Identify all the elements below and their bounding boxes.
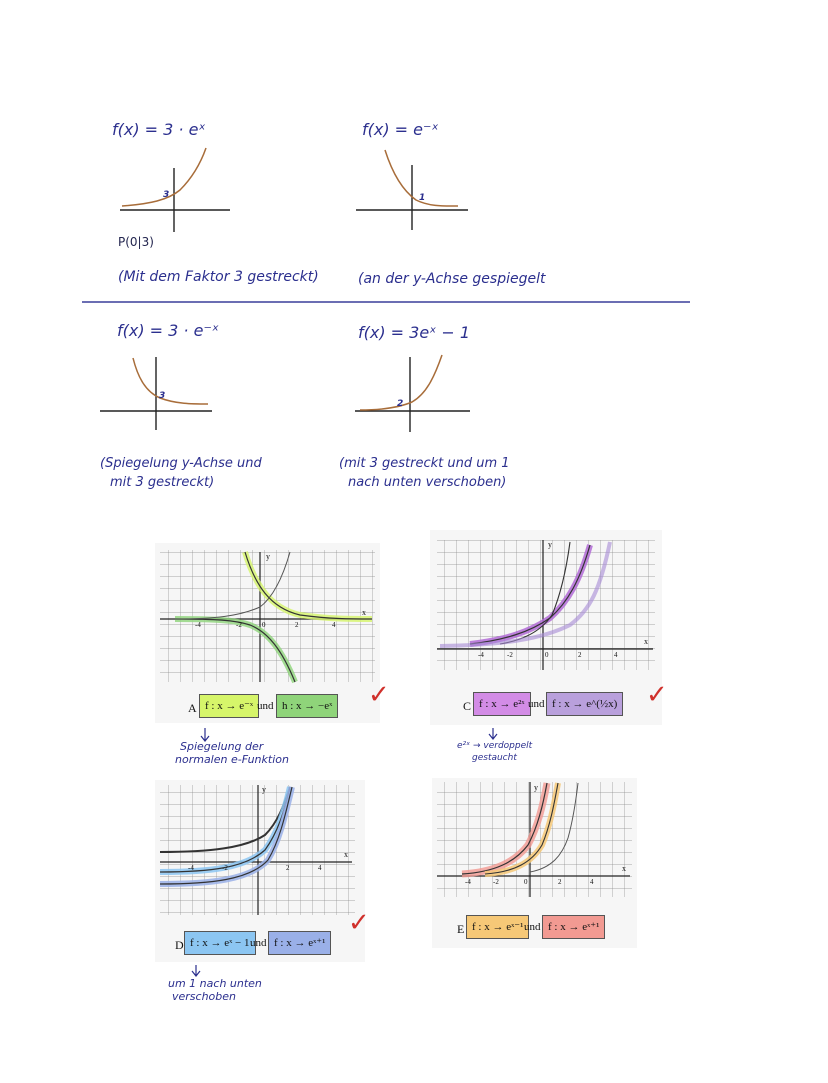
graph-b-value: 1 xyxy=(419,193,426,203)
note-c-line1: (Spiegelung y-Achse und xyxy=(100,456,262,471)
task-c-box1: f : x → e²ˣ xyxy=(473,692,531,716)
note-d-line1: (mit 3 gestreckt und um 1 xyxy=(339,456,510,471)
function-label-a: f(x) = 3 · eˣ xyxy=(112,120,206,139)
axis-d-x: x xyxy=(344,850,348,859)
task-d-note-line2: verschoben xyxy=(172,990,237,1003)
tick-e-0: 0 xyxy=(524,878,528,886)
tick-c-m4: -4 xyxy=(478,651,484,659)
tick-d-4: 4 xyxy=(318,864,322,872)
tick-a-2: 2 xyxy=(295,621,299,629)
tick-c-2: 2 xyxy=(578,651,582,659)
task-d-note-line1: um 1 nach unten xyxy=(168,977,262,990)
function-label-b: f(x) = e⁻ˣ xyxy=(362,120,439,139)
note-b: (an der y-Achse gespiegelt xyxy=(358,271,546,287)
task-c-note-line1: e²ˣ → verdoppelt xyxy=(457,741,533,751)
task-a-und: und xyxy=(257,700,274,712)
tick-a-m2: -2 xyxy=(236,621,242,629)
task-c-und: und xyxy=(528,698,545,710)
note-c-line2: mit 3 gestreckt) xyxy=(110,475,215,490)
task-a-box1: f : x → e⁻ˣ xyxy=(199,694,259,718)
task-c-note-line2: gestaucht xyxy=(472,753,517,763)
tick-c-m2: -2 xyxy=(507,651,513,659)
task-c-letter: C xyxy=(463,699,472,713)
function-label-d: f(x) = 3eˣ − 1 xyxy=(358,323,471,342)
task-a-check: ✓ xyxy=(368,680,390,710)
function-label-c: f(x) = 3 · e⁻ˣ xyxy=(117,321,219,340)
tick-d-2: 2 xyxy=(286,864,290,872)
tick-d-m2: -2 xyxy=(222,864,228,872)
graph-a-value: 3 xyxy=(163,190,170,200)
task-a-letter: A xyxy=(188,701,197,715)
task-a-box2: h : x → −eˣ xyxy=(276,694,338,718)
task-e-und: und xyxy=(524,921,541,933)
tick-e-4: 4 xyxy=(590,878,594,886)
task-d-letter: D xyxy=(175,938,184,952)
tick-a-4: 4 xyxy=(332,621,336,629)
graph-d-value: 2 xyxy=(397,399,404,409)
task-d-box1: f : x → eˣ − 1 xyxy=(184,931,256,955)
task-e-box2: f : x → eˣ⁺¹ xyxy=(542,915,605,939)
note-d-line2: nach unten verschoben) xyxy=(348,475,507,490)
tick-c-0: 0 xyxy=(545,651,549,659)
axis-e-x: x xyxy=(622,864,626,873)
task-c-check: ✓ xyxy=(646,680,668,710)
scan-a-graph xyxy=(160,550,375,682)
graph-c-value: 3 xyxy=(159,391,166,401)
tick-a-0: 0 xyxy=(262,621,266,629)
point-label: P(0|3) xyxy=(118,235,154,249)
axis-c-x: x xyxy=(644,637,648,646)
task-d-check: ✓ xyxy=(348,908,370,938)
tick-e-m4: -4 xyxy=(465,878,471,886)
tick-e-m2: -2 xyxy=(493,878,499,886)
task-e-letter: E xyxy=(457,922,465,936)
axis-e-y: y xyxy=(534,783,538,792)
task-d-und: und xyxy=(250,937,267,949)
task-d-box2: f : x → eˣ⁺¹ xyxy=(268,931,331,955)
axis-a-y: y xyxy=(266,552,270,561)
tick-c-4: 4 xyxy=(614,651,618,659)
task-a-note-line2: normalen e-Funktion xyxy=(175,753,289,766)
tick-d-m4: -4 xyxy=(188,864,194,872)
task-e-box1: f : x → eˣ⁻¹ xyxy=(466,915,529,939)
scan-d-graph xyxy=(160,785,355,915)
tick-a-m4: -4 xyxy=(195,621,201,629)
task-c-box2: f : x → e^(½x) xyxy=(546,692,623,716)
tick-e-2: 2 xyxy=(558,878,562,886)
axis-a-x: x xyxy=(362,608,366,617)
axis-c-y: y xyxy=(548,540,552,549)
note-a: (Mit dem Faktor 3 gestreckt) xyxy=(118,269,319,285)
axis-d-y: y xyxy=(262,785,266,794)
task-a-note-line1: Spiegelung der xyxy=(180,740,264,753)
